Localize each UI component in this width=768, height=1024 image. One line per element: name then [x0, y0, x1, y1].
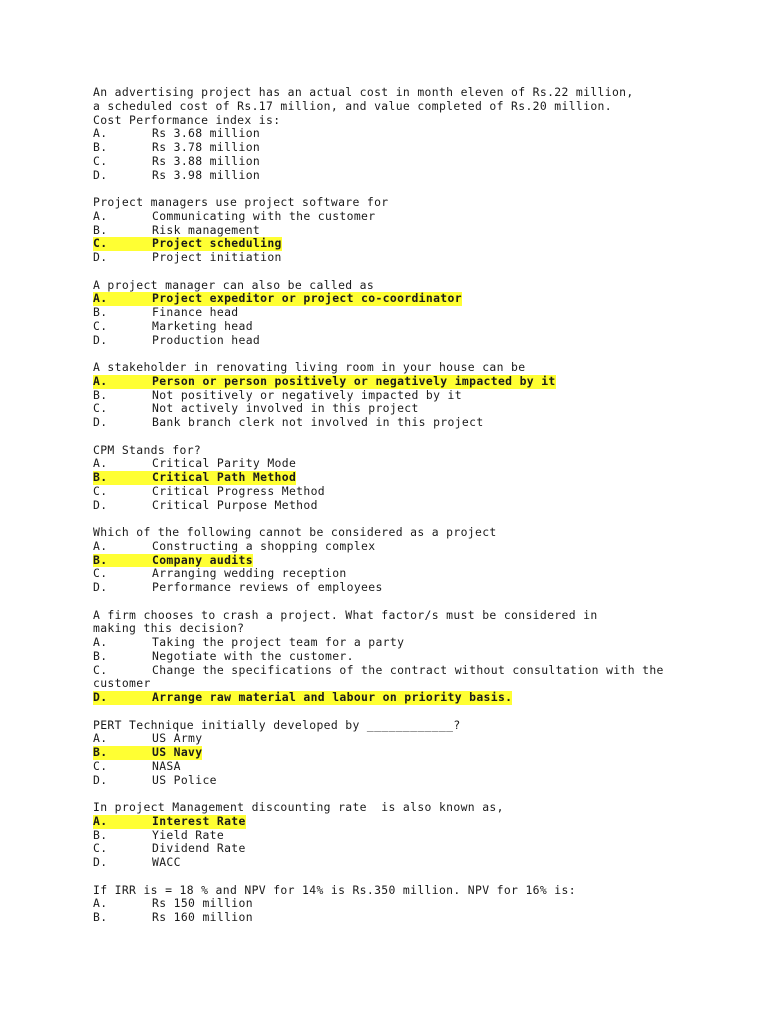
option-text: US Army [152, 731, 203, 746]
option-letter: C. [93, 566, 108, 581]
answer-option [93, 389, 713, 403]
option-text: Performance reviews of employees [152, 580, 383, 594]
answer-content [93, 224, 260, 238]
option-letter: C. [93, 758, 108, 773]
answer-option-correct [93, 237, 713, 251]
option-letter: A. [93, 538, 108, 553]
option-text: Person or person positively or negatively impacted by it [152, 373, 556, 388]
option-letter: A. [93, 896, 108, 911]
question-text: A project manager can also be called as [93, 277, 375, 292]
option-letter: A. [93, 291, 108, 306]
option-text: Rs 150 million [152, 896, 253, 911]
question-block [93, 719, 713, 788]
question-block [93, 444, 713, 513]
answer-content [93, 856, 181, 870]
question-text: If IRR is = 18 % and NPV for 14% is Rs.350 million. NPV for 16% is: [93, 882, 576, 897]
answer-content [93, 306, 239, 320]
answer-option [93, 499, 713, 513]
option-letter: A. [93, 635, 108, 649]
option-text: Critical Parity Mode [152, 456, 297, 471]
answer-option [93, 320, 713, 334]
option-text: Communicating with the customer [152, 208, 376, 223]
option-letter: C. [93, 483, 108, 498]
question-text: An advertising project has an actual cost in month eleven of Rs.22 million, a scheduled cost of Rs.17 million, and value completed of Rs.20 million. Cost Performance index is: [93, 85, 634, 127]
question-block [93, 196, 713, 265]
answer-option [93, 760, 713, 774]
answer-option [93, 334, 713, 348]
option-text: Bank branch clerk not involved in this project [152, 415, 484, 429]
question-block [93, 884, 713, 925]
answer-option [93, 155, 713, 169]
option-letter: B. [93, 648, 108, 663]
answer-option-correct [93, 554, 713, 568]
answer-content [93, 499, 318, 513]
option-text: Interest Rate [152, 813, 246, 828]
answer-option [93, 485, 713, 499]
answer-highlight [93, 471, 296, 485]
question-text: A firm chooses to crash a project. What factor/s must be considered in making this decision? [93, 607, 598, 636]
option-text: Critical Progress Method [152, 483, 325, 498]
question-text: PERT Technique initially developed by ____________? [93, 717, 461, 732]
answer-content [93, 210, 375, 224]
answer-option [93, 897, 713, 911]
answer-option-correct [93, 292, 713, 306]
answer-content [93, 389, 462, 403]
option-letter: B. [93, 222, 108, 237]
option-letter: D. [93, 332, 108, 347]
answer-option [93, 774, 713, 788]
answer-option [93, 210, 713, 224]
answer-highlight [93, 746, 202, 760]
answer-highlight [93, 554, 253, 568]
option-text: WACC [152, 855, 181, 869]
option-text: Production head [152, 332, 261, 347]
answer-content [93, 760, 181, 774]
answer-content [93, 416, 484, 430]
answer-highlight [93, 375, 556, 389]
answer-option [93, 402, 713, 416]
option-letter: C. [93, 153, 108, 168]
question-block [93, 609, 713, 705]
option-letter: A. [93, 373, 108, 388]
option-text: Project initiation [152, 250, 282, 264]
option-letter: D. [93, 250, 108, 264]
answer-content [93, 911, 253, 925]
answer-highlight [93, 237, 282, 251]
option-text: Arranging wedding reception [152, 566, 347, 581]
option-letter: A. [93, 813, 108, 828]
option-text: Not actively involved in this project [152, 401, 419, 416]
option-text: Constructing a shopping complex [152, 538, 376, 553]
option-text: NASA [152, 758, 181, 773]
question-text: In project Management discounting rate is also known as, [93, 800, 504, 814]
answer-option [93, 224, 713, 238]
answer-option [93, 911, 713, 925]
option-text: US Navy [152, 745, 203, 759]
option-letter: A. [93, 126, 108, 141]
option-text: Not positively or negatively impacted by it [152, 387, 462, 402]
answer-option [93, 829, 713, 843]
question-block [93, 279, 713, 348]
question-block [93, 526, 713, 595]
question-text: A stakeholder in renovating living room in your house can be [93, 360, 526, 374]
answer-content [93, 141, 260, 155]
answer-option-correct [93, 691, 713, 705]
answer-content [93, 251, 282, 265]
option-letter: B. [93, 387, 108, 402]
answer-highlight [93, 292, 462, 306]
option-letter: A. [93, 208, 108, 223]
option-text: Rs 3.68 million [152, 126, 261, 141]
answer-option [93, 127, 713, 141]
option-text: Rs 160 million [152, 910, 253, 924]
option-letter: C. [93, 401, 108, 416]
option-letter: D. [93, 415, 108, 429]
answer-option-correct [93, 746, 713, 760]
answer-content [93, 334, 260, 348]
answer-content [93, 155, 260, 169]
option-text: Marketing head [152, 318, 253, 333]
answer-content [93, 457, 296, 471]
option-text: Critical Purpose Method [152, 497, 318, 512]
answer-option [93, 540, 713, 554]
answer-option [93, 251, 713, 265]
option-letter: D. [93, 580, 108, 594]
answer-content [93, 774, 217, 788]
option-letter: D. [93, 167, 108, 182]
option-letter: D. [93, 772, 108, 787]
option-letter: B. [93, 745, 108, 759]
option-text: Arrange raw material and labour on priority basis. [152, 690, 513, 704]
answer-highlight [93, 691, 512, 705]
option-text: Critical Path Method [152, 470, 297, 484]
answer-highlight [93, 815, 246, 829]
question-text: Which of the following cannot be considered as a project [93, 525, 497, 539]
option-letter: D. [93, 497, 108, 512]
answer-option [93, 457, 713, 471]
answer-content [93, 636, 404, 650]
option-text: Change the specifications of the contract without consultation with the customer [93, 662, 671, 691]
answer-option [93, 636, 713, 650]
option-text: Risk management [152, 222, 261, 237]
answer-content [93, 127, 260, 141]
option-letter: B. [93, 827, 108, 842]
option-text: Project expeditor or project co-coordinator [152, 291, 462, 306]
question-block [93, 801, 713, 870]
answer-content [93, 829, 224, 843]
answer-option [93, 416, 713, 430]
option-letter: B. [93, 140, 108, 154]
option-letter: D. [93, 690, 108, 704]
answer-option [93, 567, 713, 581]
question-block [93, 86, 713, 182]
answer-content [93, 540, 375, 554]
option-letter: A. [93, 731, 108, 746]
answer-content [93, 402, 419, 416]
answer-content [93, 842, 246, 856]
option-text: Rs 3.88 million [152, 153, 261, 168]
answer-content [93, 897, 253, 911]
option-text: Rs 3.98 million [152, 167, 261, 182]
answer-option [93, 664, 713, 692]
option-letter: B. [93, 910, 108, 924]
option-letter: B. [93, 552, 108, 567]
option-text: Negotiate with the customer. [152, 648, 354, 663]
document-page [93, 86, 713, 939]
option-text: Finance head [152, 305, 239, 319]
answer-option-correct [93, 375, 713, 389]
option-text: Taking the project team for a party [152, 635, 405, 649]
answer-option [93, 842, 713, 856]
answer-content [93, 567, 347, 581]
answer-content [93, 169, 260, 183]
answer-option [93, 141, 713, 155]
answer-option-correct [93, 471, 713, 485]
option-letter: C. [93, 318, 108, 333]
option-letter: C. [93, 841, 108, 856]
answer-content [93, 581, 383, 595]
answer-option [93, 856, 713, 870]
question-block [93, 361, 713, 430]
answer-option [93, 169, 713, 183]
answer-option [93, 732, 713, 746]
answer-content [93, 650, 354, 664]
answer-option [93, 306, 713, 320]
option-letter: A. [93, 456, 108, 471]
option-text: US Police [152, 772, 217, 787]
option-letter: B. [93, 470, 108, 484]
option-letter: B. [93, 305, 108, 319]
option-letter: C. [93, 236, 108, 251]
option-text: Dividend Rate [152, 841, 246, 856]
option-text: Rs 3.78 million [152, 140, 261, 154]
answer-option [93, 650, 713, 664]
option-letter: C. [93, 662, 108, 677]
answer-content [93, 732, 202, 746]
question-text: CPM Stands for? [93, 442, 202, 457]
option-text: Project scheduling [152, 236, 282, 251]
option-text: Company audits [152, 552, 253, 567]
option-letter: D. [93, 855, 108, 869]
question-text: Project managers use project software for [93, 195, 389, 209]
answer-content [93, 663, 671, 691]
option-text: Yield Rate [152, 827, 225, 842]
answer-option [93, 581, 713, 595]
answer-content [93, 320, 253, 334]
answer-content [93, 485, 325, 499]
answer-option-correct [93, 815, 713, 829]
